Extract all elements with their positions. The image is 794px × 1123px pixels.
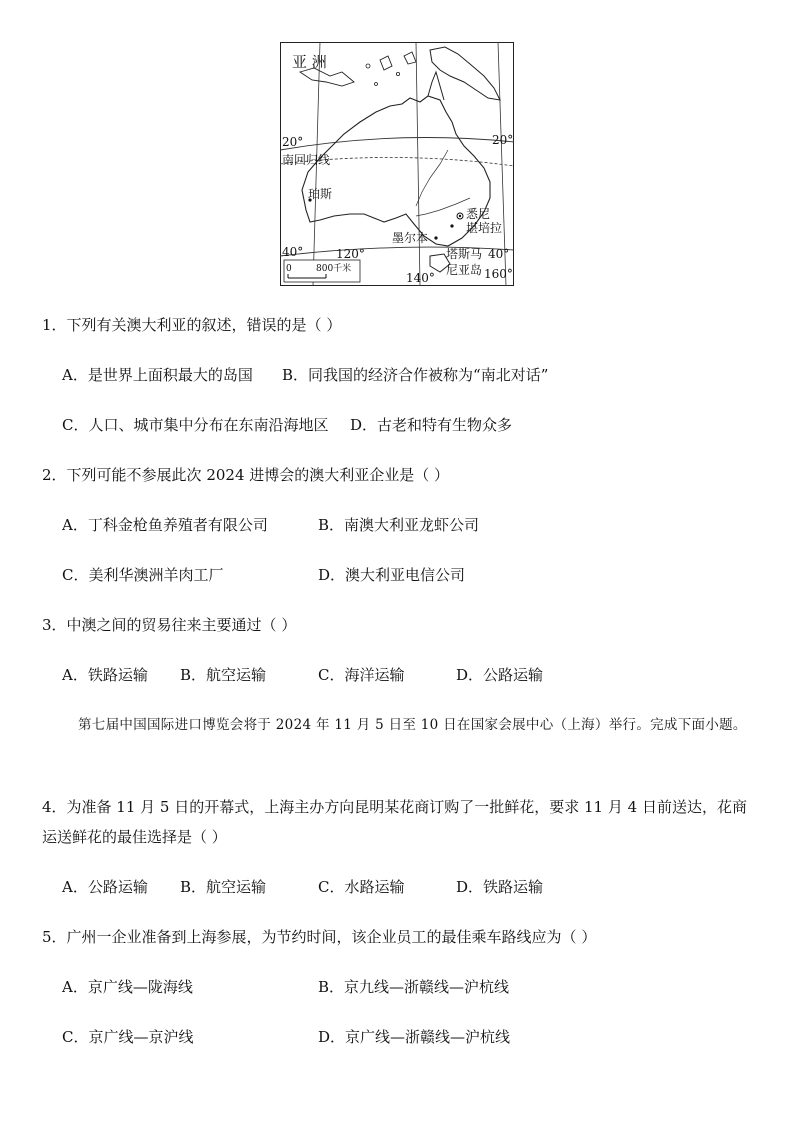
label-perth: 珀斯: [308, 187, 333, 201]
question-4-option-a: A．公路运输: [62, 878, 148, 896]
intro-paragraph: [42, 710, 754, 740]
question-4-stem: 4．为准备 11 月 5 日的开幕式，上海主办方向昆明某花商订购了一批鲜花，要求 11 月 4 日前送达，花商运送鲜花的最佳选择是（ ）: [42, 798, 747, 846]
question-4-option-d: D．铁路运输: [456, 878, 544, 896]
question-2-option-c: C．美利华澳洲羊肉工厂: [62, 566, 224, 584]
question-4-option-b: B．航空运输: [180, 878, 267, 896]
label-lat20-right: 20°: [492, 133, 514, 147]
label-sydney: 悉尼: [466, 207, 491, 221]
label-lon160: 160°: [484, 267, 513, 281]
question-2-stem: 2．下列可能不参展此次 2024 进博会的澳大利亚企业是（ ）: [42, 466, 450, 484]
label-tropic: 南回归线: [282, 153, 331, 167]
label-lat20-left: 20°: [282, 135, 304, 149]
question-4-option-c: C．水路运输: [318, 878, 405, 896]
question-1-option-a: A．是世界上面积最大的岛国: [62, 366, 253, 384]
question-2-option-a: A．丁科金枪鱼养殖者有限公司: [62, 516, 268, 534]
question-5-stem: 5．广州一企业准备到上海参展，为节约时间，该企业员工的最佳乘车路线应为（ ）: [42, 928, 597, 946]
question-5-option-a: A．京广线—陇海线: [62, 978, 193, 996]
question-1-option-d: D．古老和特有生物众多: [350, 416, 513, 434]
question-3-option-a: A．铁路运输: [62, 666, 148, 684]
label-lat40-right: 40°: [488, 247, 510, 261]
scale-value: 800千米: [316, 264, 352, 274]
intro-text: 第七届中国国际进口博览会将于 2024 年 11 月 5 日至 10 日在国家会展中心（上海）举行。完成下面小题。: [78, 717, 747, 733]
question-3-option-d: D．公路运输: [456, 666, 544, 684]
question-3-option-c: C．海洋运输: [318, 666, 405, 684]
label-melbourne: 墨尔本: [392, 231, 429, 245]
question-2-option-b: B．南澳大利亚龙虾公司: [318, 516, 480, 534]
label-asia: 亚 洲: [292, 53, 327, 71]
australia-map: [280, 42, 514, 286]
label-tasmania-line2: 尼亚岛: [446, 263, 483, 277]
scale-zero: 0: [286, 264, 292, 274]
question-1-stem: 1．下列有关澳大利亚的叙述，错误的是（ ）: [42, 316, 342, 334]
question-5-option-b: B．京九线—浙赣线—沪杭线: [318, 978, 510, 996]
question-2-option-d: D．澳大利亚电信公司: [318, 566, 466, 584]
label-lon140: 140°: [406, 271, 435, 285]
label-tasmania-line1: 塔斯马: [446, 247, 483, 261]
question-5-option-d: D．京广线—浙赣线—沪杭线: [318, 1028, 511, 1046]
question-5-option-c: C．京广线—京沪线: [62, 1028, 194, 1046]
label-canberra: 堪培拉: [466, 221, 503, 235]
question-3-stem: 3．中澳之间的贸易往来主要通过（ ）: [42, 616, 297, 634]
label-lat40-left: 40°: [282, 245, 304, 259]
label-lon120: 120°: [336, 247, 365, 261]
question-1-option-c: C．人口、城市集中分布在东南沿海地区: [62, 416, 329, 434]
question-3-option-b: B．航空运输: [180, 666, 267, 684]
question-1-option-b: B．同我国的经济合作被称为“南北对话”: [282, 366, 549, 384]
